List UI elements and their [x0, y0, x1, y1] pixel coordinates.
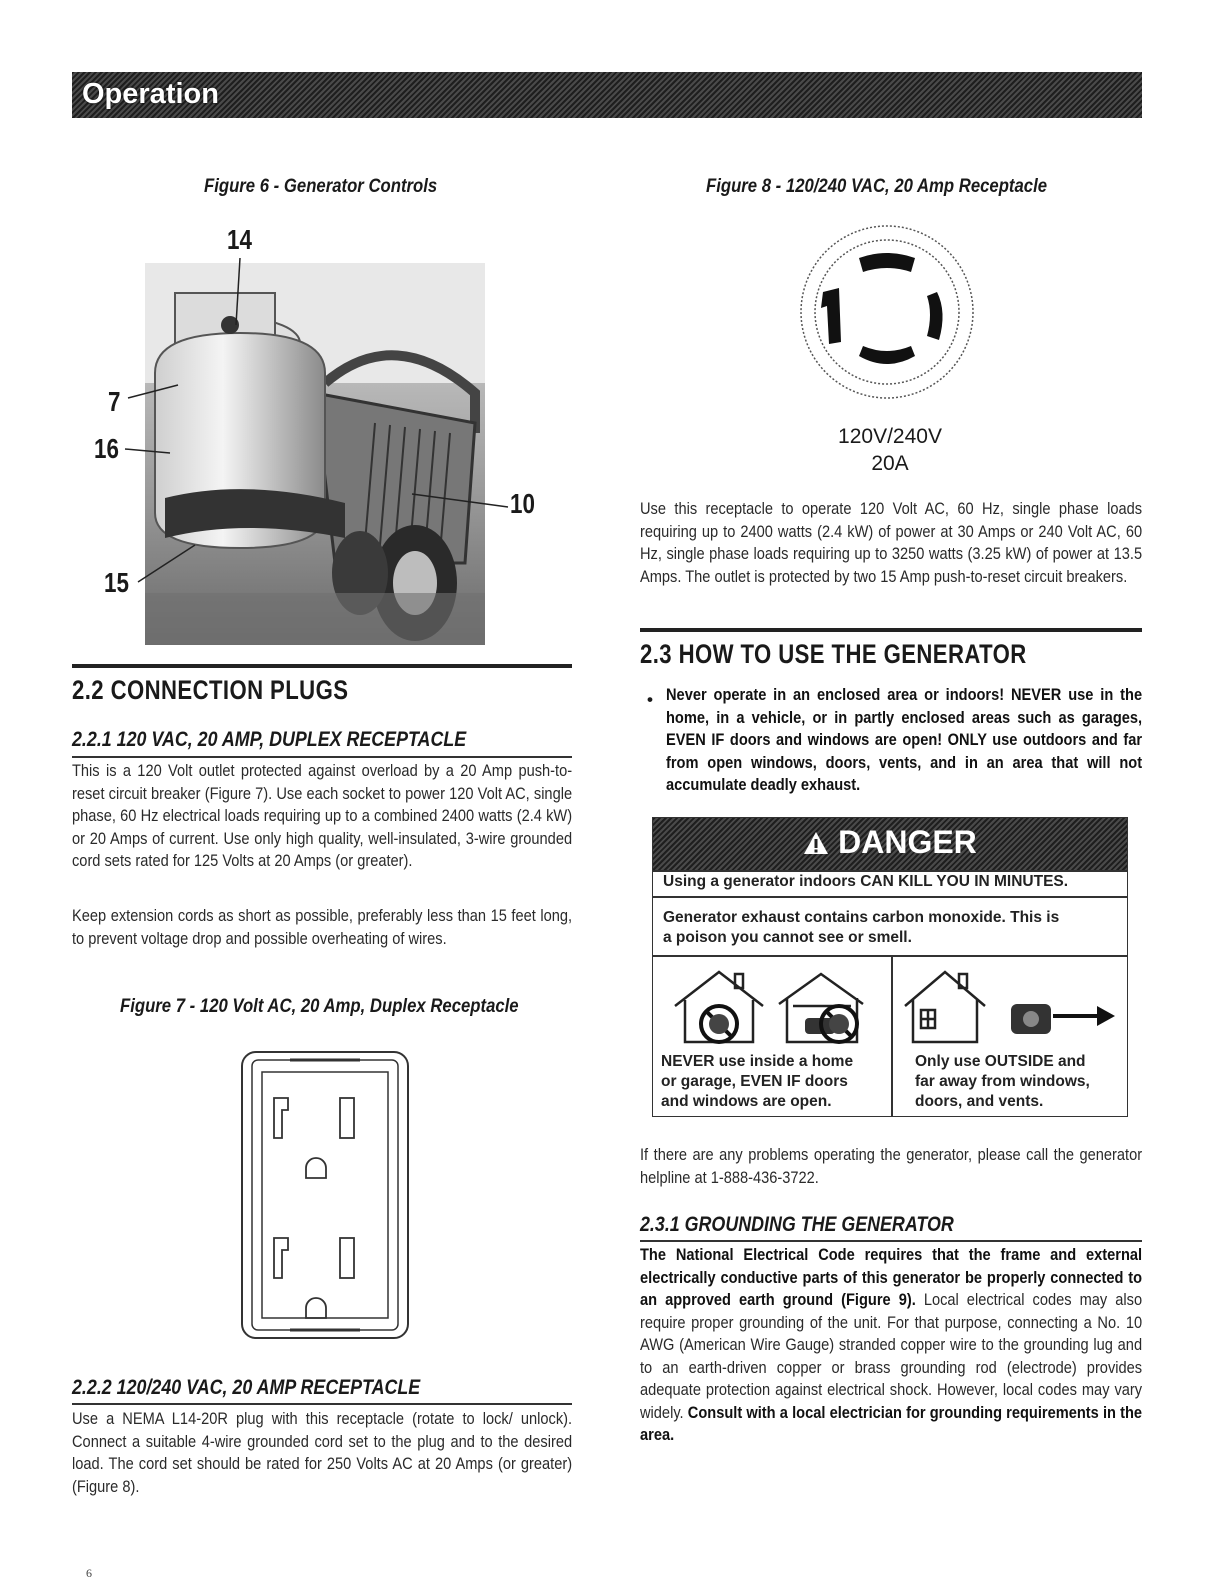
subsection-2-3-1-title: 2.3.1 GROUNDING THE GENERATOR — [640, 1213, 954, 1236]
subsection-2-2-1-title: 2.2.1 120 VAC, 20 AMP, DUPLEX RECEPTACLE — [72, 728, 467, 751]
duplex-receptacle-diagram — [240, 1050, 410, 1340]
danger-left-line-3: and windows are open. — [661, 1093, 832, 1110]
danger-heading: DANGER — [653, 824, 1127, 861]
section-2-2-rule — [72, 664, 572, 668]
subsection-2-2-2-title: 2.2.2 120/240 VAC, 20 AMP RECEPTACLE — [72, 1376, 421, 1399]
subsection-2-2-2-rule — [72, 1403, 572, 1405]
paragraph-l14-20r: Use a NEMA L14-20R plug with this receptacle (rotate to lock/ unlock). Connect a suitable 4-wire grounded cord set to the plug and to the desired load. The cord set should be rated for 250 Volts AC at 20 Amps (or greater) (Figure 8). — [72, 1409, 573, 1496]
danger-left-line-2: or garage, EVEN IF doors — [661, 1073, 848, 1090]
danger-warning-box — [652, 817, 1128, 1117]
figure-6-caption: Figure 6 - Generator Controls — [204, 176, 438, 197]
page-number: 6 — [86, 1566, 92, 1580]
danger-line-2a: Generator exhaust contains carbon monoxide. This is — [663, 909, 1060, 926]
no-indoor-use-pictogram — [671, 966, 881, 1046]
paragraph-extension-cords: Keep extension cords as short as possible, preferably less than 15 feet long, to prevent voltage drop and possible overheating of wires. — [72, 906, 573, 948]
subsection-2-3-1-rule — [640, 1240, 1142, 1242]
paragraph-duplex-receptacle: This is a 120 Volt outlet protected against overload by a 20 Amp push-to-reset circuit breaker (Figure 7). Use each socket to power 120 Volt AC, single phase, 60 Hz electrical loads requiring up to a combined 2400 watts (2.4 kW) or 20 Amps of current. Use only high quality, well-insulated, 3-wire grounded cord sets rated for 125 Volts at 20 Amps (or greater). — [72, 761, 573, 870]
danger-line-1: Using a generator indoors CAN KILL YOU IN MINUTES. — [663, 873, 1069, 890]
bullet-marker: • — [647, 690, 653, 709]
callout-10: 10 — [510, 488, 535, 519]
receptacle-amp-label: 20A — [871, 452, 909, 475]
danger-right-line-2: far away from windows, — [915, 1073, 1090, 1090]
callout-14: 14 — [227, 224, 252, 255]
danger-left-line-1: NEVER use inside a home — [661, 1053, 854, 1070]
section-2-3-title: 2.3 HOW TO USE THE GENERATOR — [640, 639, 1027, 669]
figure-6-callout-lines — [0, 0, 1224, 700]
subsection-2-2-1-rule — [72, 756, 572, 758]
callout-15: 15 — [104, 567, 129, 598]
paragraph-helpline: If there are any problems operating the generator, please call the generator helpline at 1-888-436-3722. — [640, 1145, 1143, 1187]
receptacle-voltage-label: 120V/240V — [838, 425, 942, 448]
l14-20r-receptacle-diagram — [797, 222, 977, 402]
paragraph-grounding: The National Electrical Code requires that the frame and external electrically conductive parts of this generator be properly connected to an approved earth ground (Figure 9). Local electrical codes may also require proper grounding of the unit. For that purpose, connecting a No. 10 AWG (American Wire Gauge) stranded copper wire to the grounding lug and to an earth-driven copper or brass grounding rod (electrode) provides adequate protection against electrical shock. However, local codes may vary widely. Consult with a local electrician for grounding requirements in the area. — [640, 1245, 1143, 1444]
section-2-3-rule — [640, 628, 1142, 632]
section-2-2-title: 2.2 CONNECTION PLUGS — [72, 675, 349, 705]
paragraph-120-240-receptacle: Use this receptacle to operate 120 Volt AC, 60 Hz, single phase loads requiring up to 2400 watts (2.4 kW) of power at 30 Amps or 240 Volt AC, 60 Hz, single phase loads requiring up to 3250 watts (3.25 kW) of power at 13.5 Amps. The outlet is protected by two 15 Amp push-to-reset circuit breakers. — [640, 499, 1143, 586]
callout-16: 16 — [94, 433, 119, 464]
warning-bullet-text: Never operate in an enclosed area or indoors! NEVER use in the home, in a vehicle, or in partly enclosed areas such as garages, EVEN IF doors and windows are open! ONLY use outdoors and far from open windows, doors, vents, and in an area that will not accumulate deadly exhaust. — [666, 685, 1143, 794]
warning-triangle-icon — [803, 831, 829, 855]
callout-7: 7 — [108, 386, 121, 417]
danger-right-line-1: Only use OUTSIDE and — [915, 1053, 1086, 1070]
danger-line-2b: a poison you cannot see or smell. — [663, 929, 912, 946]
header-title: Operation — [82, 78, 219, 110]
figure-7-caption: Figure 7 - 120 Volt AC, 20 Amp, Duplex Receptacle — [120, 996, 519, 1017]
outdoor-use-only-pictogram — [901, 966, 1121, 1046]
danger-header — [653, 818, 1127, 870]
figure-8-caption: Figure 8 - 120/240 VAC, 20 Amp Receptacle — [706, 176, 1048, 197]
danger-right-line-3: doors, and vents. — [915, 1093, 1044, 1110]
